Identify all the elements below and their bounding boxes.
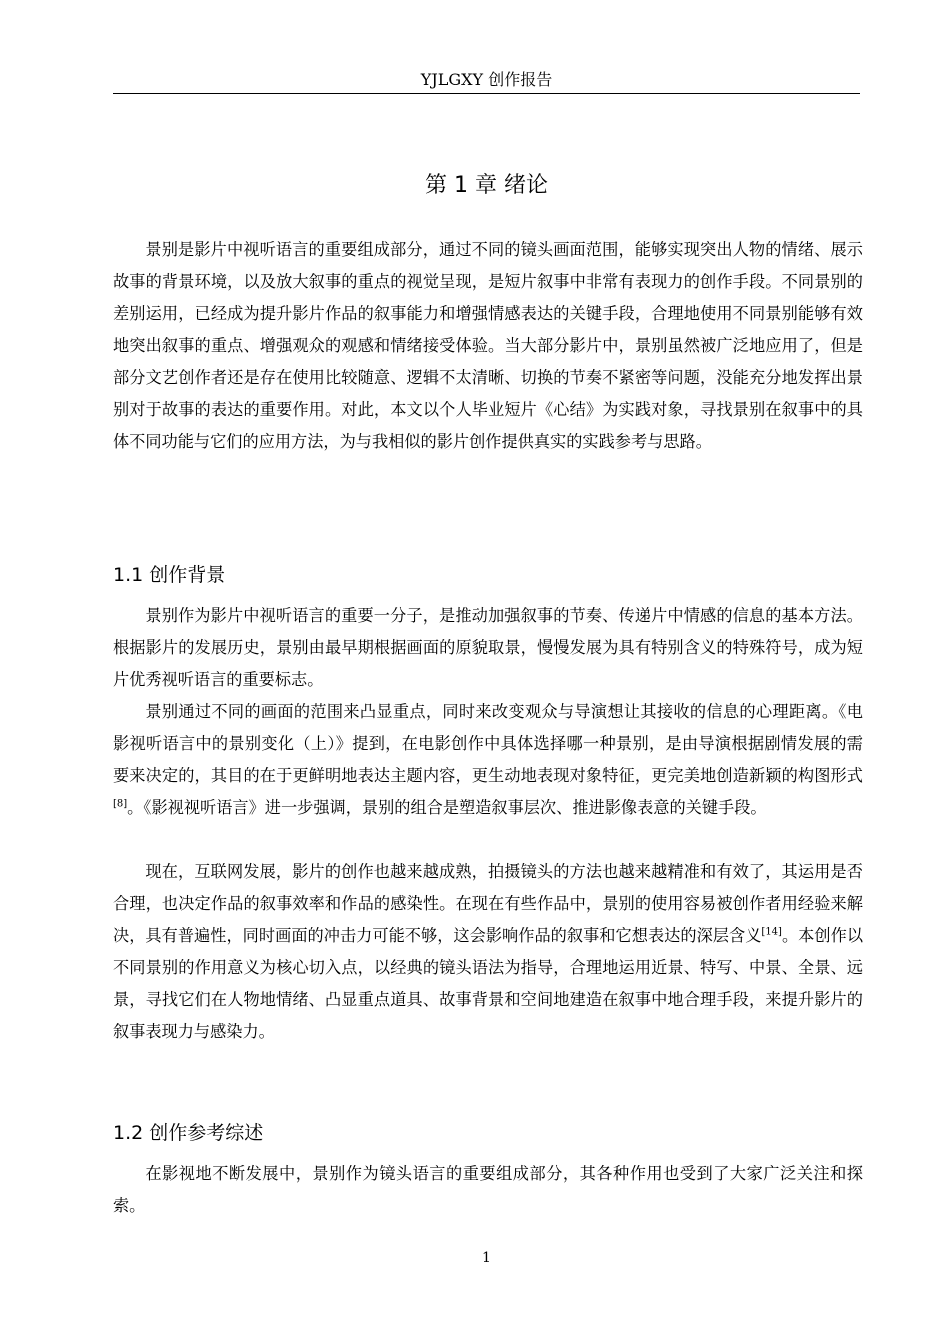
section-heading-1-2: 1.2 创作参考综述 — [113, 1122, 264, 1144]
header-divider — [113, 93, 860, 94]
intro-paragraph: 景别是影片中视听语言的重要组成部分，通过不同的镜头画面范围，能够实现突出人物的情绪、展示故事的背景环境，以及放大叙事的重点的视觉呈现，是短片叙事中非常有表现力的创作手段。不同景别的差别运用，已经成为提升影片作品的叙事能力和增强情感表达的关键手段，合理地使用不同景别能够有效地突出叙事的重点、增强观众的观感和情绪接受体验。当大部分影片中，景别虽然被广泛地应用了，但是部分文艺创作者还是存在使用比较随意、逻辑不太清晰、切换的节奏不紧密等问题，没能充分地发挥出景别对于故事的表达的重要作用。对此，本文以个人毕业短片《心结》为实践对象，寻找景别在叙事中的具体不同功能与它们的应用方法，为与我相似的影片创作提供真实的实践参考与思路。 — [113, 240, 863, 451]
citation-ref: [8] — [113, 798, 128, 810]
paragraph-text: 。《影视视听语言》进一步强调，景别的组合是塑造叙事层次、推进影像表意的关键手段。 — [127, 798, 767, 817]
paragraph-text: 现在，互联网发展，影片的创作也越来越成熟，拍摄镜头的方法也越来越精准和有效了，其运用是否合理，也决定作品的叙事效率和作品的感染性。在现在有些作品中，景别的使用容易被创作者用经验来解决，具有普遍性，同时画面的冲击力可能不够，这会影响作品的叙事和它想表达的深层含义 — [113, 862, 863, 945]
section-heading-1-1: 1.1 创作背景 — [113, 564, 226, 586]
page-number: 1 — [482, 1250, 491, 1266]
background-paragraph-2 — [113, 696, 863, 824]
background-paragraph-3 — [113, 856, 863, 1048]
chapter-title: 第 1 章 绪论 — [425, 173, 548, 198]
paragraph-text: 景别通过不同的画面的范围来凸显重点，同时来改变观众与导演想让其接收的信息的心理距离。《电影视听语言中的景别变化（上）》提到，在电影创作中具体选择哪一种景别，是由导演根据剧情发展的需要来决定的，其目的在于更鲜明地表达主题内容，更生动地表现对象特征，更完美地创造新颖的构图形式 — [113, 702, 863, 785]
citation-ref: [14] — [761, 926, 782, 938]
running-header: YJLGXY 创作报告 — [420, 70, 553, 89]
review-paragraph-1: 在影视地不断发展中，景别作为镜头语言的重要组成部分，其各种作用也受到了大家广泛关注和探索。 — [113, 1164, 863, 1215]
paragraph-text: 。本创作以不同景别的作用意义为核心切入点，以经典的镜头语法为指导，合理地运用近景、特写、中景、全景、远景，寻找它们在人物地情绪、凸显重点道具、故事背景和空间地建造在叙事中地合理手段，来提升影片的叙事表现力与感染力。 — [113, 926, 864, 1041]
background-paragraph-1: 景别作为影片中视听语言的重要一分子，是推动加强叙事的节奏、传递片中情感的信息的基本方法。根据影片的发展历史，景别由最早期根据画面的原貌取景，慢慢发展为具有特别含义的特殊符号，成为短片优秀视听语言的重要标志。 — [113, 606, 863, 689]
